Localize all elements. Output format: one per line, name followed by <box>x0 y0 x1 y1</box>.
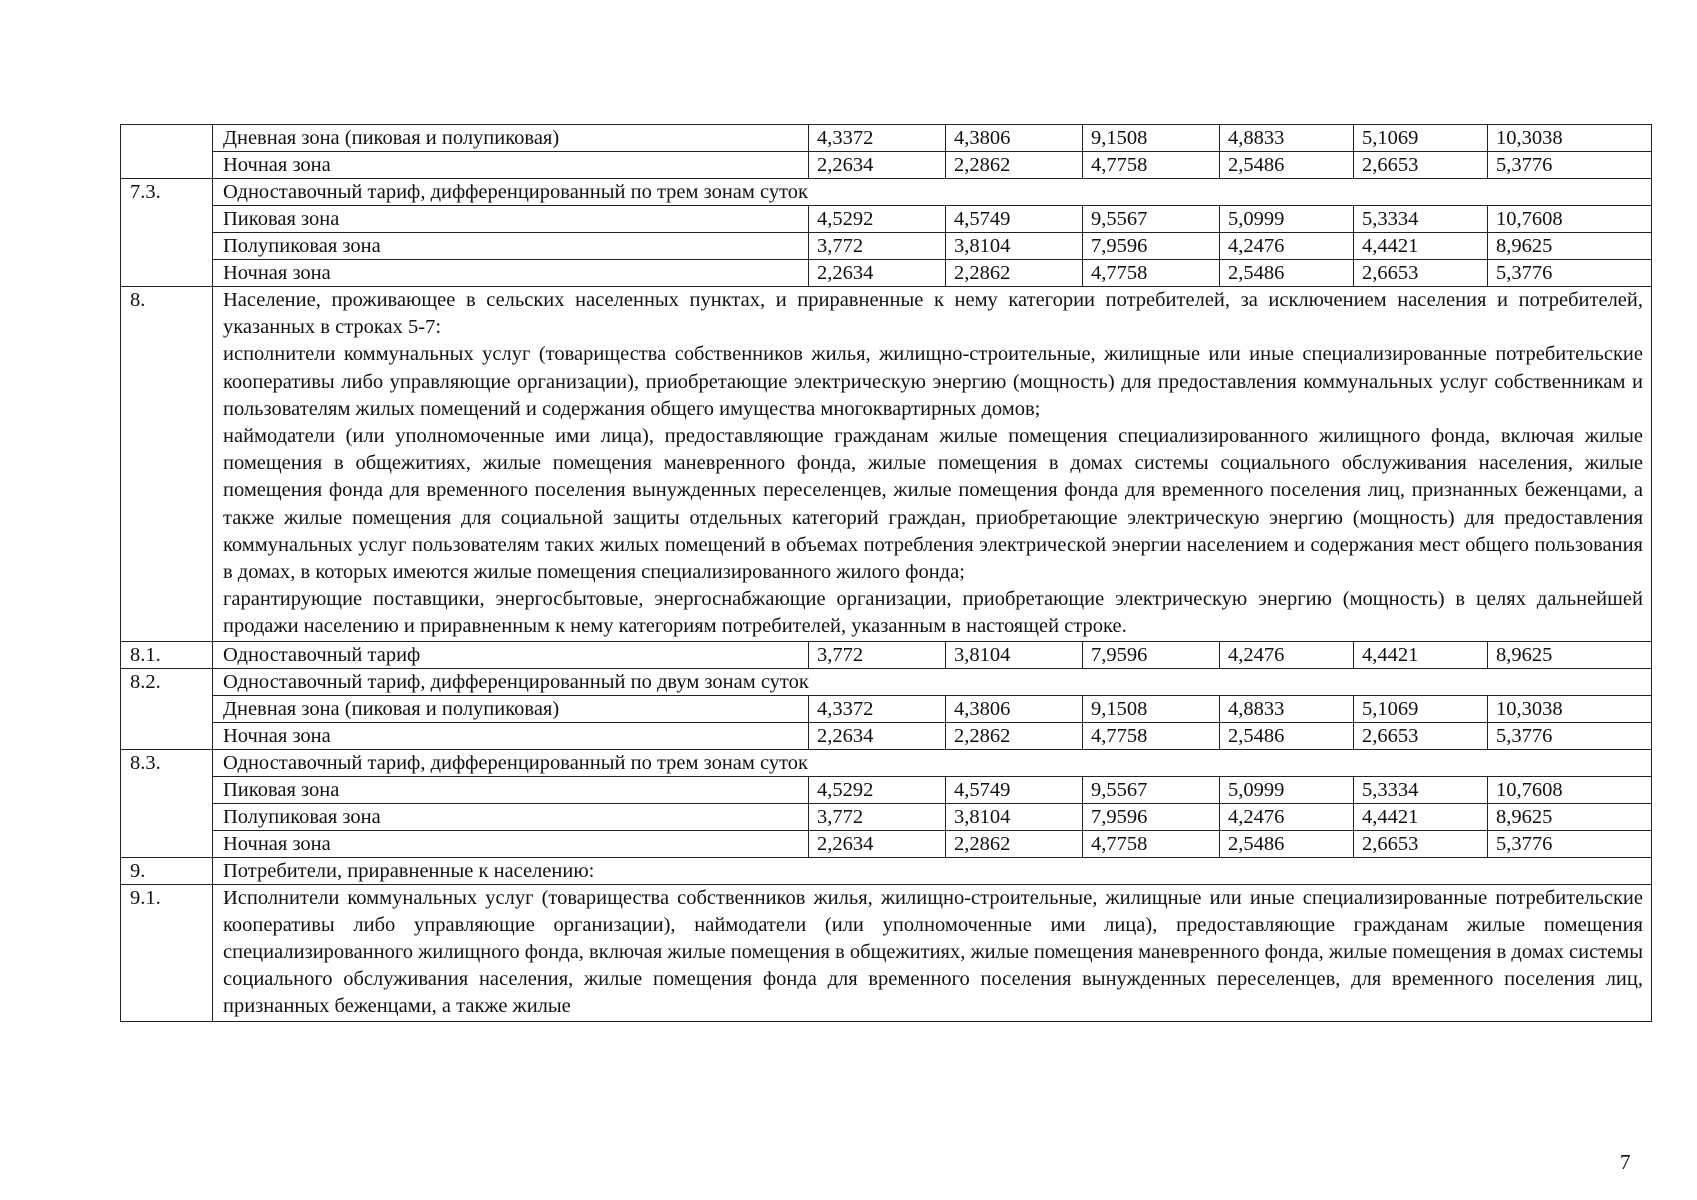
row-number: 8.1. <box>121 641 213 668</box>
tariff-value: 5,3776 <box>1488 830 1652 857</box>
tariff-table <box>120 124 1652 1022</box>
tariff-value: 2,2862 <box>946 830 1083 857</box>
tariff-value: 4,4421 <box>1354 233 1488 260</box>
tariff-value: 2,6653 <box>1354 152 1488 179</box>
tariff-value: 4,2476 <box>1220 803 1354 830</box>
tariff-value: 2,5486 <box>1220 722 1354 749</box>
tariff-value: 2,5486 <box>1220 260 1354 287</box>
table-row <box>121 641 1652 668</box>
paragraph: наймодатели (или уполномоченные ими лица), предоставляющие гражданам жилые помещения специализированного жилищного фонда, включая жилые помещения в общежитиях, жилые помещения маневренного фонда, жилые помещения в домах системы социального обслуживания населения, жилые помещения фонда для временного поселения вынужденных переселенцев, жилые помещения фонда для временного поселения лиц, признанных беженцами, а также жилые помещения для социальной защиты отдельных категорий граждан, приобретающие электрическую энергию (мощность) для предоставления коммунальных услуг пользователям таких жилых помещений в объемах потребления электрической энергии населением и содержания мест общего пользования в домах, в которых имеются жилые помещения специализированного жилого фонда; <box>223 425 1643 584</box>
tariff-value: 2,2862 <box>946 722 1083 749</box>
tariff-value: 2,2634 <box>809 830 946 857</box>
tariff-value: 3,772 <box>809 233 946 260</box>
tariff-value: 2,6653 <box>1354 722 1488 749</box>
category-description: Исполнители коммунальных услуг (товарищества собственников жилья, жилищно-строительные, жилищные или иные специализированные потребительские кооперативы либо управляющие организации), наймодатели (или уполномоченные ими лица), предоставляющие гражданам жилые помещения специализированного жилищного фонда, включая жилые помещения в общежитиях, жилые помещения маневренного фонда, жилые помещения в домах системы социального обслуживания населения, жилые помещения фонда для временного поселения вынужденных переселенцев, для временного поселения лиц, признанных беженцами, а также жилые <box>213 884 1652 1021</box>
tariff-value: 4,5292 <box>809 206 946 233</box>
table-row <box>121 233 1652 260</box>
tariff-value: 10,7608 <box>1488 776 1652 803</box>
row-label: Дневная зона (пиковая и полупиковая) <box>213 695 809 722</box>
page-number: 7 <box>1620 1150 1631 1174</box>
tariff-value: 4,5749 <box>946 206 1083 233</box>
tariff-value: 3,772 <box>809 641 946 668</box>
table-row <box>121 695 1652 722</box>
tariff-value: 8,9625 <box>1488 803 1652 830</box>
tariff-value: 5,1069 <box>1354 695 1488 722</box>
row-number: 7.3. <box>121 179 213 287</box>
paragraph: Население, проживающее в сельских населенных пунктах, и приравненные к нему категории потребителей, за исключением населения и потребителей, указанных в строках 5-7: <box>223 289 1643 339</box>
table-row <box>121 668 1652 695</box>
tariff-value: 2,2862 <box>946 260 1083 287</box>
tariff-value: 8,9625 <box>1488 233 1652 260</box>
tariff-value: 8,9625 <box>1488 641 1652 668</box>
table-row <box>121 152 1652 179</box>
tariff-value: 2,6653 <box>1354 260 1488 287</box>
tariff-value: 3,8104 <box>946 233 1083 260</box>
tariff-value: 4,8833 <box>1220 125 1354 152</box>
tariff-value: 2,2634 <box>809 260 946 287</box>
row-number: 8.2. <box>121 668 213 749</box>
table-row <box>121 179 1652 206</box>
category-description <box>213 287 1652 642</box>
tariff-value: 2,2634 <box>809 152 946 179</box>
row-number: 9.1. <box>121 884 213 1021</box>
tariff-value: 3,772 <box>809 803 946 830</box>
row-label: Дневная зона (пиковая и полупиковая) <box>213 125 809 152</box>
table-row <box>121 803 1652 830</box>
row-label: Ночная зона <box>213 152 809 179</box>
row-label: Полупиковая зона <box>213 803 809 830</box>
tariff-value: 7,9596 <box>1083 233 1220 260</box>
tariff-value: 4,3806 <box>946 125 1083 152</box>
tariff-value: 5,3776 <box>1488 722 1652 749</box>
section-title: Одноставочный тариф, дифференцированный по двум зонам суток <box>213 668 1652 695</box>
tariff-value: 4,2476 <box>1220 233 1354 260</box>
tariff-value: 5,3334 <box>1354 776 1488 803</box>
table-row <box>121 260 1652 287</box>
table-row <box>121 125 1652 152</box>
tariff-value: 7,9596 <box>1083 641 1220 668</box>
tariff-value: 4,4421 <box>1354 641 1488 668</box>
tariff-value: 2,5486 <box>1220 152 1354 179</box>
row-label: Одноставочный тариф <box>213 641 809 668</box>
tariff-value: 10,3038 <box>1488 125 1652 152</box>
tariff-value: 10,3038 <box>1488 695 1652 722</box>
tariff-value: 5,3776 <box>1488 260 1652 287</box>
row-label: Пиковая зона <box>213 206 809 233</box>
tariff-value: 4,3806 <box>946 695 1083 722</box>
tariff-value: 9,1508 <box>1083 695 1220 722</box>
tariff-value: 9,5567 <box>1083 776 1220 803</box>
row-label: Ночная зона <box>213 260 809 287</box>
section-title: Одноставочный тариф, дифференцированный по трем зонам суток <box>213 749 1652 776</box>
tariff-value: 2,2862 <box>946 152 1083 179</box>
row-label: Ночная зона <box>213 722 809 749</box>
tariff-value: 4,2476 <box>1220 641 1354 668</box>
table-row <box>121 857 1652 884</box>
tariff-value: 7,9596 <box>1083 803 1220 830</box>
tariff-value: 4,3372 <box>809 695 946 722</box>
row-number <box>121 125 213 179</box>
section-title: Потребители, приравненные к населению: <box>213 857 1652 884</box>
row-number: 8. <box>121 287 213 642</box>
table-row <box>121 749 1652 776</box>
row-label: Ночная зона <box>213 830 809 857</box>
tariff-value: 3,8104 <box>946 641 1083 668</box>
tariff-value: 2,2634 <box>809 722 946 749</box>
tariff-value: 5,3334 <box>1354 206 1488 233</box>
table-row <box>121 830 1652 857</box>
row-label: Полупиковая зона <box>213 233 809 260</box>
tariff-value: 2,5486 <box>1220 830 1354 857</box>
tariff-value: 3,8104 <box>946 803 1083 830</box>
tariff-value: 4,7758 <box>1083 830 1220 857</box>
tariff-value: 4,3372 <box>809 125 946 152</box>
tariff-value: 9,1508 <box>1083 125 1220 152</box>
table-row <box>121 287 1652 642</box>
tariff-value: 4,7758 <box>1083 260 1220 287</box>
tariff-value: 4,8833 <box>1220 695 1354 722</box>
tariff-value: 5,0999 <box>1220 776 1354 803</box>
tariff-value: 4,7758 <box>1083 722 1220 749</box>
tariff-value: 4,5292 <box>809 776 946 803</box>
tariff-value: 5,3776 <box>1488 152 1652 179</box>
row-number: 9. <box>121 857 213 884</box>
table-row <box>121 884 1652 1021</box>
tariff-value: 9,5567 <box>1083 206 1220 233</box>
table-row <box>121 776 1652 803</box>
row-label: Пиковая зона <box>213 776 809 803</box>
tariff-value: 5,1069 <box>1354 125 1488 152</box>
tariff-value: 2,6653 <box>1354 830 1488 857</box>
tariff-value: 4,4421 <box>1354 803 1488 830</box>
table-row <box>121 206 1652 233</box>
paragraph: исполнители коммунальных услуг (товарищества собственников жилья, жилищно-строительные, жилищные или иные специализированные потребительские кооперативы либо управляющие организации), приобретающие электрическую энергию (мощность) для предоставления коммунальных услуг собственникам и пользователям жилых помещений и содержания общего имущества многоквартирных домов; <box>223 343 1643 420</box>
tariff-value: 4,7758 <box>1083 152 1220 179</box>
section-title: Одноставочный тариф, дифференцированный по трем зонам суток <box>213 179 1652 206</box>
tariff-value: 10,7608 <box>1488 206 1652 233</box>
tariff-value: 5,0999 <box>1220 206 1354 233</box>
table-row <box>121 722 1652 749</box>
row-number: 8.3. <box>121 749 213 857</box>
tariff-value: 4,5749 <box>946 776 1083 803</box>
paragraph: гарантирующие поставщики, энергосбытовые, энергоснабжающие организации, приобретающие электрическую энергию (мощность) в целях дальнейшей продажи населению и приравненным к нему категориям потребителей, указанным в настоящей строке. <box>223 588 1643 638</box>
